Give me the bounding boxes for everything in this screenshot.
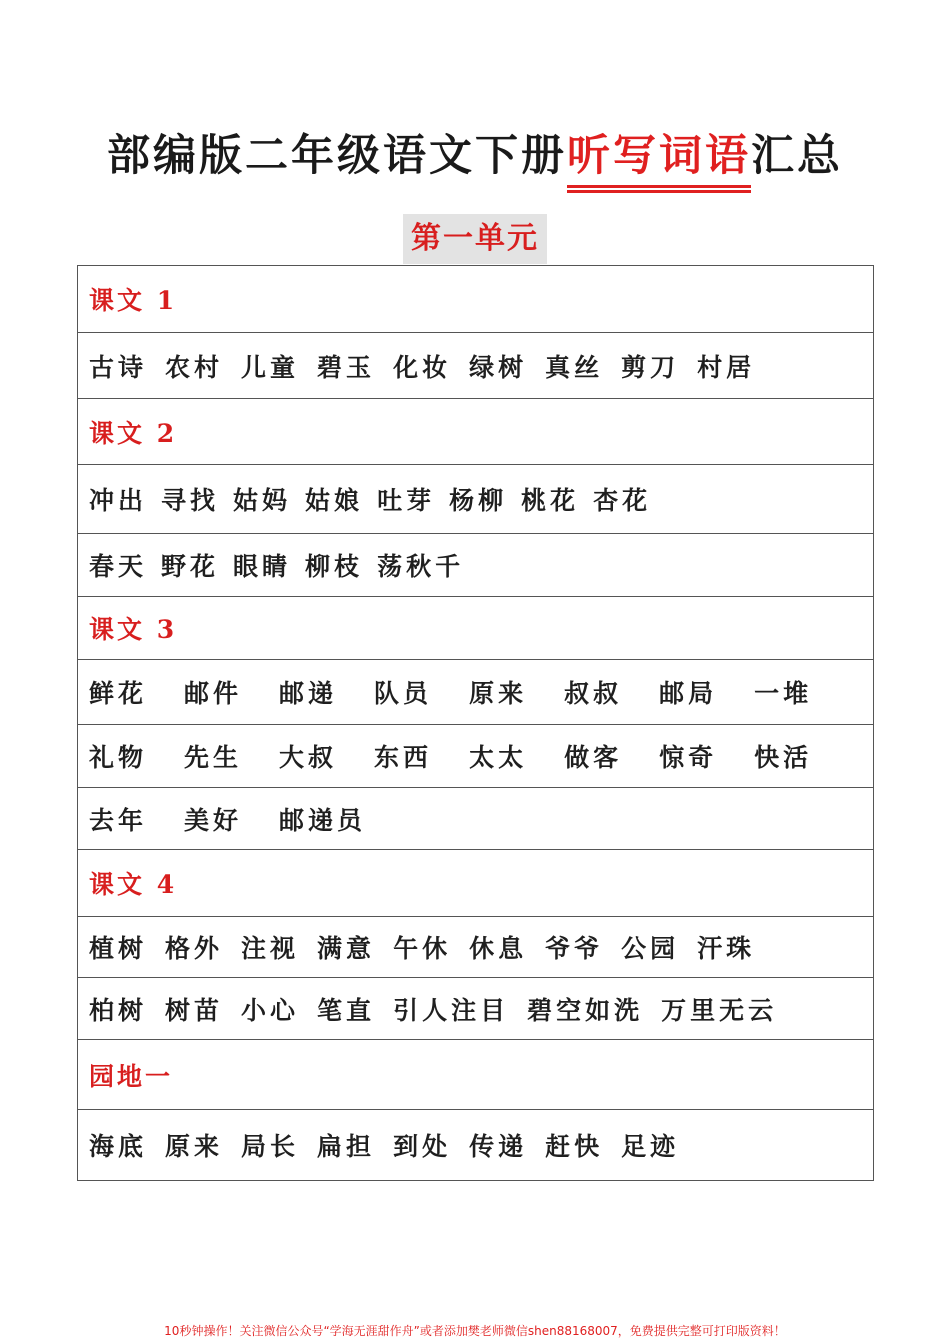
lesson-3-row-2 [78, 725, 873, 788]
word: 邮递员 [279, 805, 367, 835]
word: 野花 [161, 552, 220, 581]
title-suffix: 汇总 [751, 131, 843, 181]
lesson-3-heading: 课文 3 [78, 597, 873, 660]
lesson-3-row-1 [78, 660, 873, 725]
word: 碧玉 [317, 352, 376, 382]
word: 冲出 [89, 486, 148, 515]
word: 爷爷 [545, 934, 604, 963]
word: 剪刀 [621, 352, 680, 382]
word: 公园 [621, 934, 680, 963]
word: 大叔 [279, 743, 338, 772]
word: 儿童 [241, 352, 300, 382]
word: 原来 [469, 679, 528, 708]
word: 格外 [165, 934, 224, 963]
word: 荡秋千 [377, 552, 465, 581]
page-title [0, 128, 950, 184]
word: 邮局 [659, 679, 718, 708]
word: 注视 [241, 934, 300, 963]
title-prefix: 部编版二年级语文下册 [107, 131, 567, 181]
lesson-3-row-3 [78, 788, 873, 850]
word: 东西 [374, 743, 433, 772]
word: 碧空如洗 [527, 995, 644, 1025]
word: 局长 [241, 1132, 300, 1161]
word: 桃花 [521, 486, 580, 515]
lesson-2-heading: 课文 2 [78, 399, 873, 465]
word: 村居 [697, 352, 756, 382]
word: 柳枝 [305, 552, 364, 581]
lesson-1-row-1 [78, 333, 873, 399]
word: 叔叔 [564, 679, 623, 708]
word: 万里无云 [661, 995, 778, 1025]
word: 休息 [469, 934, 528, 963]
word: 礼物 [89, 743, 148, 772]
word: 惊奇 [659, 743, 718, 772]
word: 原来 [165, 1132, 224, 1161]
word: 队员 [374, 679, 433, 708]
word: 古诗 [89, 352, 148, 382]
title-highlight: 听写词语 [567, 128, 751, 184]
word: 引人注目 [393, 995, 510, 1025]
lesson-2-row-2 [78, 534, 873, 597]
word: 鲜花 [89, 679, 148, 708]
word: 小心 [241, 995, 300, 1025]
garden-1-heading: 园地一 [78, 1040, 873, 1110]
word: 吐芽 [377, 486, 436, 515]
word: 邮件 [184, 679, 243, 708]
lesson-4-row-2 [78, 978, 873, 1040]
word: 传递 [469, 1132, 528, 1161]
word: 做客 [564, 743, 623, 772]
footer-promo-text: 10秒钟操作！关注微信公众号“学海无涯甜作舟”或者添加樊老师微信shen88168007，免费提供完整可打印版资料！ [164, 1324, 786, 1338]
word: 植树 [89, 934, 148, 963]
lesson-2-row-1 [78, 465, 873, 534]
word: 快活 [754, 743, 813, 772]
word: 杨柳 [449, 486, 508, 515]
word: 赶快 [545, 1132, 604, 1161]
word: 邮递 [279, 679, 338, 708]
word: 农村 [165, 352, 224, 382]
word: 柏树 [89, 995, 148, 1025]
word-table [77, 265, 874, 1181]
word: 杏花 [593, 486, 652, 515]
word: 扁担 [317, 1132, 376, 1161]
lesson-4-heading: 课文 4 [78, 850, 873, 917]
word: 化妆 [393, 352, 452, 382]
word: 午休 [393, 934, 452, 963]
lesson-1-heading: 课文 1 [78, 266, 873, 333]
garden-1-row-1 [78, 1110, 873, 1180]
word: 满意 [317, 934, 376, 963]
word: 足迹 [621, 1132, 680, 1161]
word: 去年 [89, 805, 148, 835]
word: 树苗 [165, 995, 224, 1025]
word: 到处 [393, 1132, 452, 1161]
word: 绿树 [469, 352, 528, 382]
word: 海底 [89, 1132, 148, 1161]
unit-title: 第一单元 [403, 214, 547, 264]
word: 一堆 [754, 679, 813, 708]
word: 汗珠 [697, 934, 756, 963]
word: 春天 [89, 552, 148, 581]
word: 先生 [184, 743, 243, 772]
word: 美好 [184, 805, 243, 835]
word: 真丝 [545, 352, 604, 382]
word: 姑娘 [305, 486, 364, 515]
lesson-4-row-1 [78, 917, 873, 978]
word: 太太 [469, 743, 528, 772]
word: 寻找 [161, 486, 220, 515]
word: 姑妈 [233, 486, 292, 515]
word: 笔直 [317, 995, 376, 1025]
word: 眼睛 [233, 552, 292, 581]
